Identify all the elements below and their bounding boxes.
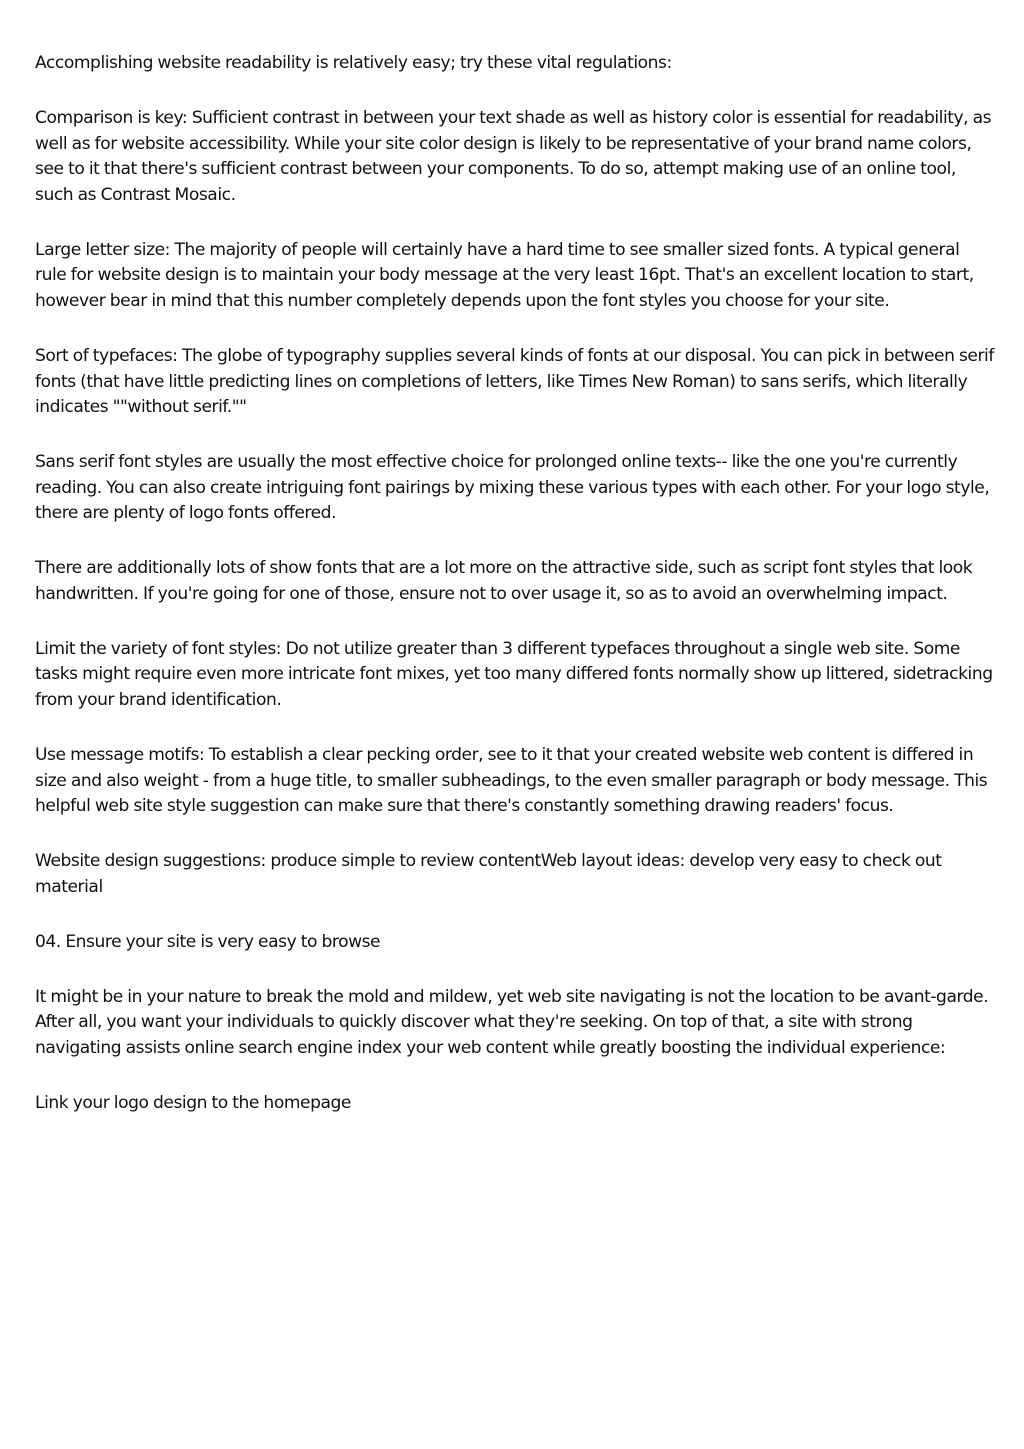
display-fonts-paragraph: There are additionally lots of show fonts that are a lot more on the attractive side, such as script font styles that look handwritten. If you're going for one of those, ensure not to over usage it, so as to avoid an overwhelming impact. (35, 558, 973, 604)
contrast-paragraph: Comparison is key: Sufficient contrast in between your text shade as well as history color is essential for readability, as well as for website accessibility. While your site color design is likely to be representative of your brand name colors, see to it that there's sufficient contrast between your components. To do so, attempt making use of an online tool, such as Contrast Mosaic. (35, 107, 992, 205)
section-heading: 04. Ensure your site is very easy to browse (35, 931, 381, 952)
hierarchy-paragraph: Use message motifs: To establish a clear pecking order, see to it that your created website web content is differed in size and also weight - from a huge title, to smaller subheadings, to the even smaller paragraph or body message. This helpful web site style suggestion can make sure that there's constantly something drawing readers' focus. (35, 745, 988, 817)
document-body (35, 51, 995, 1146)
intro-paragraph: Accomplishing website readability is relatively easy; try these vital regulations: (35, 53, 672, 73)
letter-size-paragraph: Large letter size: The majority of people will certainly have a hard time to see smaller sized fonts. A typical general rule for website design is to maintain your body message at the very least 16pt. That's an excellent location to start, however bear in mind that this number completely depends upon the font styles you choose for your site. (35, 239, 974, 311)
limit-fonts-paragraph: Limit the variety of font styles: Do not utilize greater than 3 different typefaces throughout a single web site. Some tasks might require even more intricate font mixes, yet too many differed fonts normally show up littered, sidetracking from your brand identification. (35, 638, 993, 711)
navigation-paragraph: It might be in your nature to break the mold and mildew, yet web site navigating is not the location to be avant-garde. After all, you want your individuals to quickly discover what they're seeking. On top of that, a site with strong navigating assists online search engine index your web content while greatly boosting the individual experience: (35, 986, 989, 1058)
logo-link-paragraph: Link your logo design to the homepage (35, 1092, 351, 1113)
sans-serif-paragraph: Sans serif font styles are usually the most effective choice for prolonged online texts-- like the one you're currently reading. You can also create intriguing font pairings by mixing these various types with each other. For your logo style, there are plenty of logo fonts offered. (35, 452, 990, 524)
typefaces-paragraph: Sort of typefaces: The globe of typography supplies several kinds of fonts at our disposal. You can pick in between serif fonts (that have little predicting lines on completions of letters, like Times New Roman) to sans serifs, which literally indicates ""without serif."" (35, 345, 994, 418)
image-caption-paragraph: Website design suggestions: produce simple to review contentWeb layout ideas: develop very easy to check out material (35, 851, 942, 897)
